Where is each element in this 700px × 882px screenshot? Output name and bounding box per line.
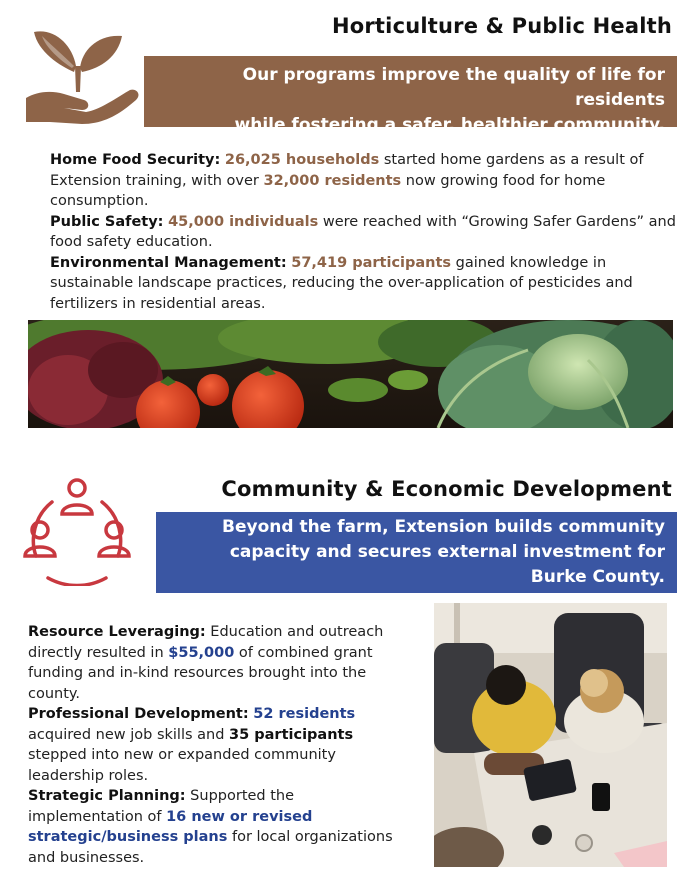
item-text: now growing food for home consumption. (50, 172, 606, 209)
horticulture-title: Horticulture & Public Health (331, 14, 672, 38)
item-text: were reached with “Growing Safer Gardens” and food safety education. (50, 213, 676, 250)
community-banner-line-2: capacity and secures external investment for (229, 542, 665, 562)
item-label: Environmental Management: (50, 254, 287, 271)
stat-residents: 52 residents (253, 706, 356, 722)
people-network-icon (18, 474, 136, 586)
item-label: Strategic Planning: (28, 788, 186, 804)
stat-residents: 32,000 residents (263, 172, 402, 189)
item-label: Public Safety: (50, 213, 164, 230)
community-list (28, 622, 413, 868)
item-text: of combined grant funding and in-kind resources brought into the county. (28, 644, 373, 702)
item-label: Professional Development: (28, 706, 249, 722)
stat-funding: $55,000 (168, 644, 235, 661)
stat-plans: 16 new or revised strategic/business plans (28, 808, 313, 845)
item-text: Supported the implementation of (28, 788, 295, 825)
meeting-table-photo (434, 603, 667, 867)
horticulture-banner-line-1: Our programs improve the quality of life for residents (242, 65, 665, 110)
list-item-professional-development (28, 704, 413, 786)
community-banner-line-1: Beyond the farm, Extension builds community (222, 517, 665, 537)
item-text: stepped into new or expanded community leadership roles. (28, 747, 336, 784)
horticulture-banner-line-2: while fostering a safer, healthier community. (234, 115, 665, 135)
list-item-strategic-planning (28, 786, 413, 868)
list-item-environmental-management (50, 253, 680, 315)
list-item-resource-leveraging (28, 622, 413, 704)
stat-participants: 57,419 participants (291, 254, 452, 271)
stat-participants: 35 participants (229, 726, 354, 743)
community-banner (156, 512, 677, 593)
list-item-public-safety (50, 212, 680, 253)
community-title: Community & Economic Development (221, 477, 672, 501)
horticulture-banner (144, 56, 677, 135)
item-text: for local organizations and businesses. (28, 829, 393, 866)
item-text: started home gardens as a result of Extension training, with over (50, 152, 644, 189)
stat-individuals: 45,000 individuals (168, 213, 319, 230)
item-label: Resource Leveraging: (28, 624, 206, 640)
garden-vegetables-photo (28, 320, 673, 428)
community-banner-line-3: Burke County. (530, 567, 665, 587)
list-item-home-food-security (50, 150, 680, 212)
stat-households: 26,025 households (224, 152, 380, 168)
item-label: Home Food Security: (50, 152, 221, 168)
horticulture-list (50, 150, 680, 314)
item-text: gained knowledge in sustainable landscape practices, reducing the over-application of pesticides and fertilizers in residential areas. (50, 254, 633, 312)
item-text: acquired new job skills and (28, 726, 230, 743)
hand-plant-icon (20, 18, 142, 128)
item-text: Education and outreach directly resulted in (28, 624, 384, 661)
